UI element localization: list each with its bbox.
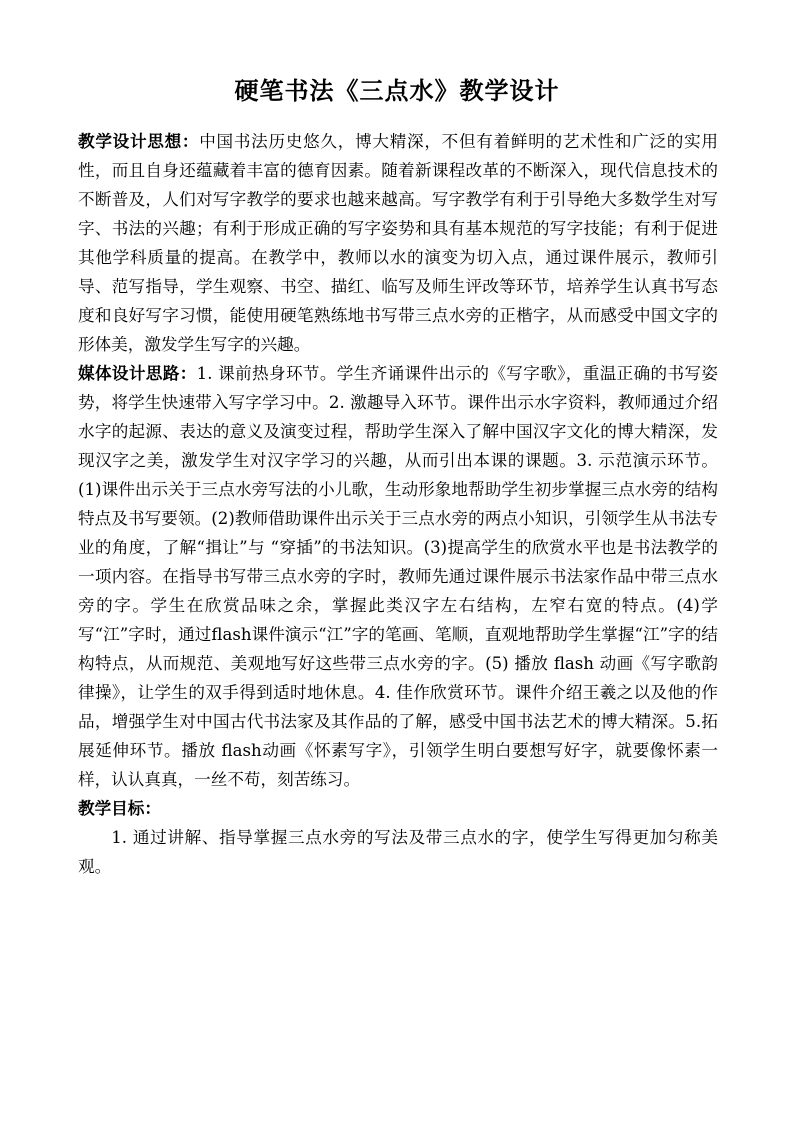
goals-item-1: 1. 通过讲解、指导掌握三点水旁的写法及带三点水的字，使学生写得更加匀称美观。 [78, 828, 718, 876]
teaching-idea-label: 教学设计思想： [78, 132, 200, 151]
goals-heading: 教学目标： [78, 799, 161, 818]
teaching-idea-text: 中国书法历史悠久，博大精深，不但有着鲜明的艺术性和广泛的实用性，而且自身还蕴藏着丰富的德育因素。随着新课程改革的不断深入，现代信息技术的不断普及，人们对写字教学的要求也越来越高。写字教学有利于引导绝大多数学生对写字、书法的兴趣；有利于形成正确的写字姿势和具有基本规范的写字技能；有利于促进其他学科质量的提高。在教学中，教师以水的演变为切入点，通过课件展示，教师引导、范写指导，学生观察、书空、描红、临写及师生评改等环节，培养学生认真书写态度和良好写字习惯，能使用硬笔熟练地书写带三点水旁的正楷字，从而感受中国文字的形体美，激发学生写字的兴趣。 [78, 132, 718, 354]
teaching-idea-paragraph [78, 127, 718, 359]
media-idea-paragraph [78, 359, 718, 794]
document-title: 硬笔书法《三点水》教学设计 [234, 77, 560, 105]
document-body [78, 127, 718, 881]
media-idea-text: 1. 课前热身环节。学生齐诵课件出示的《写字歌》，重温正确的书写姿势，将学生快速带入写字学习中。2. 激趣导入环节。课件出示水字资料，教师通过介绍水字的起源、表达的意义及演变过程，帮助学生深入了解中国汉字文化的博大精深，发现汉字之美，激发学生对汉字学习的兴趣，从而引出本课的课题。3. 示范演示环节。(1)课件出示关于三点水旁写法的小儿歌，生动形象地帮助学生初步掌握三点水旁的结构特点及书写要领。(2)教师借助课件出示关于三点水旁的两点小知识，引领学生从书法专业的角度，了解“揖让”与 “穿插”的书法知识。(3)提高学生的欣赏水平也是书法教学的一项内容。在指导书写带三点水旁的字时，教师先通过课件展示书法家作品中带三点水旁的字。学生在欣赏品味之余，掌握此类汉字左右结构，左窄右宽的特点。(4)学写“江”字时，通过flash课件演示“江”字的笔画、笔顺，直观地帮助学生掌握“江”字的结构特点，从而规范、美观地写好这些带三点水旁的字。(5) 播放 flash 动画《写字歌韵律操》，让学生的双手得到适时地休息。4. 佳作欣赏环节。课件介绍王羲之以及他的作品，增强学生对中国古代书法家及其作品的了解，感受中国书法艺术的博大精深。5.拓展延伸环节。播放 flash动画《怀素写字》，引领学生明白要想写好字，就要像怀素一样，认认真真，一丝不苟，刻苦练习。 [78, 364, 719, 789]
media-idea-label: 媒体设计思路： [78, 364, 197, 383]
